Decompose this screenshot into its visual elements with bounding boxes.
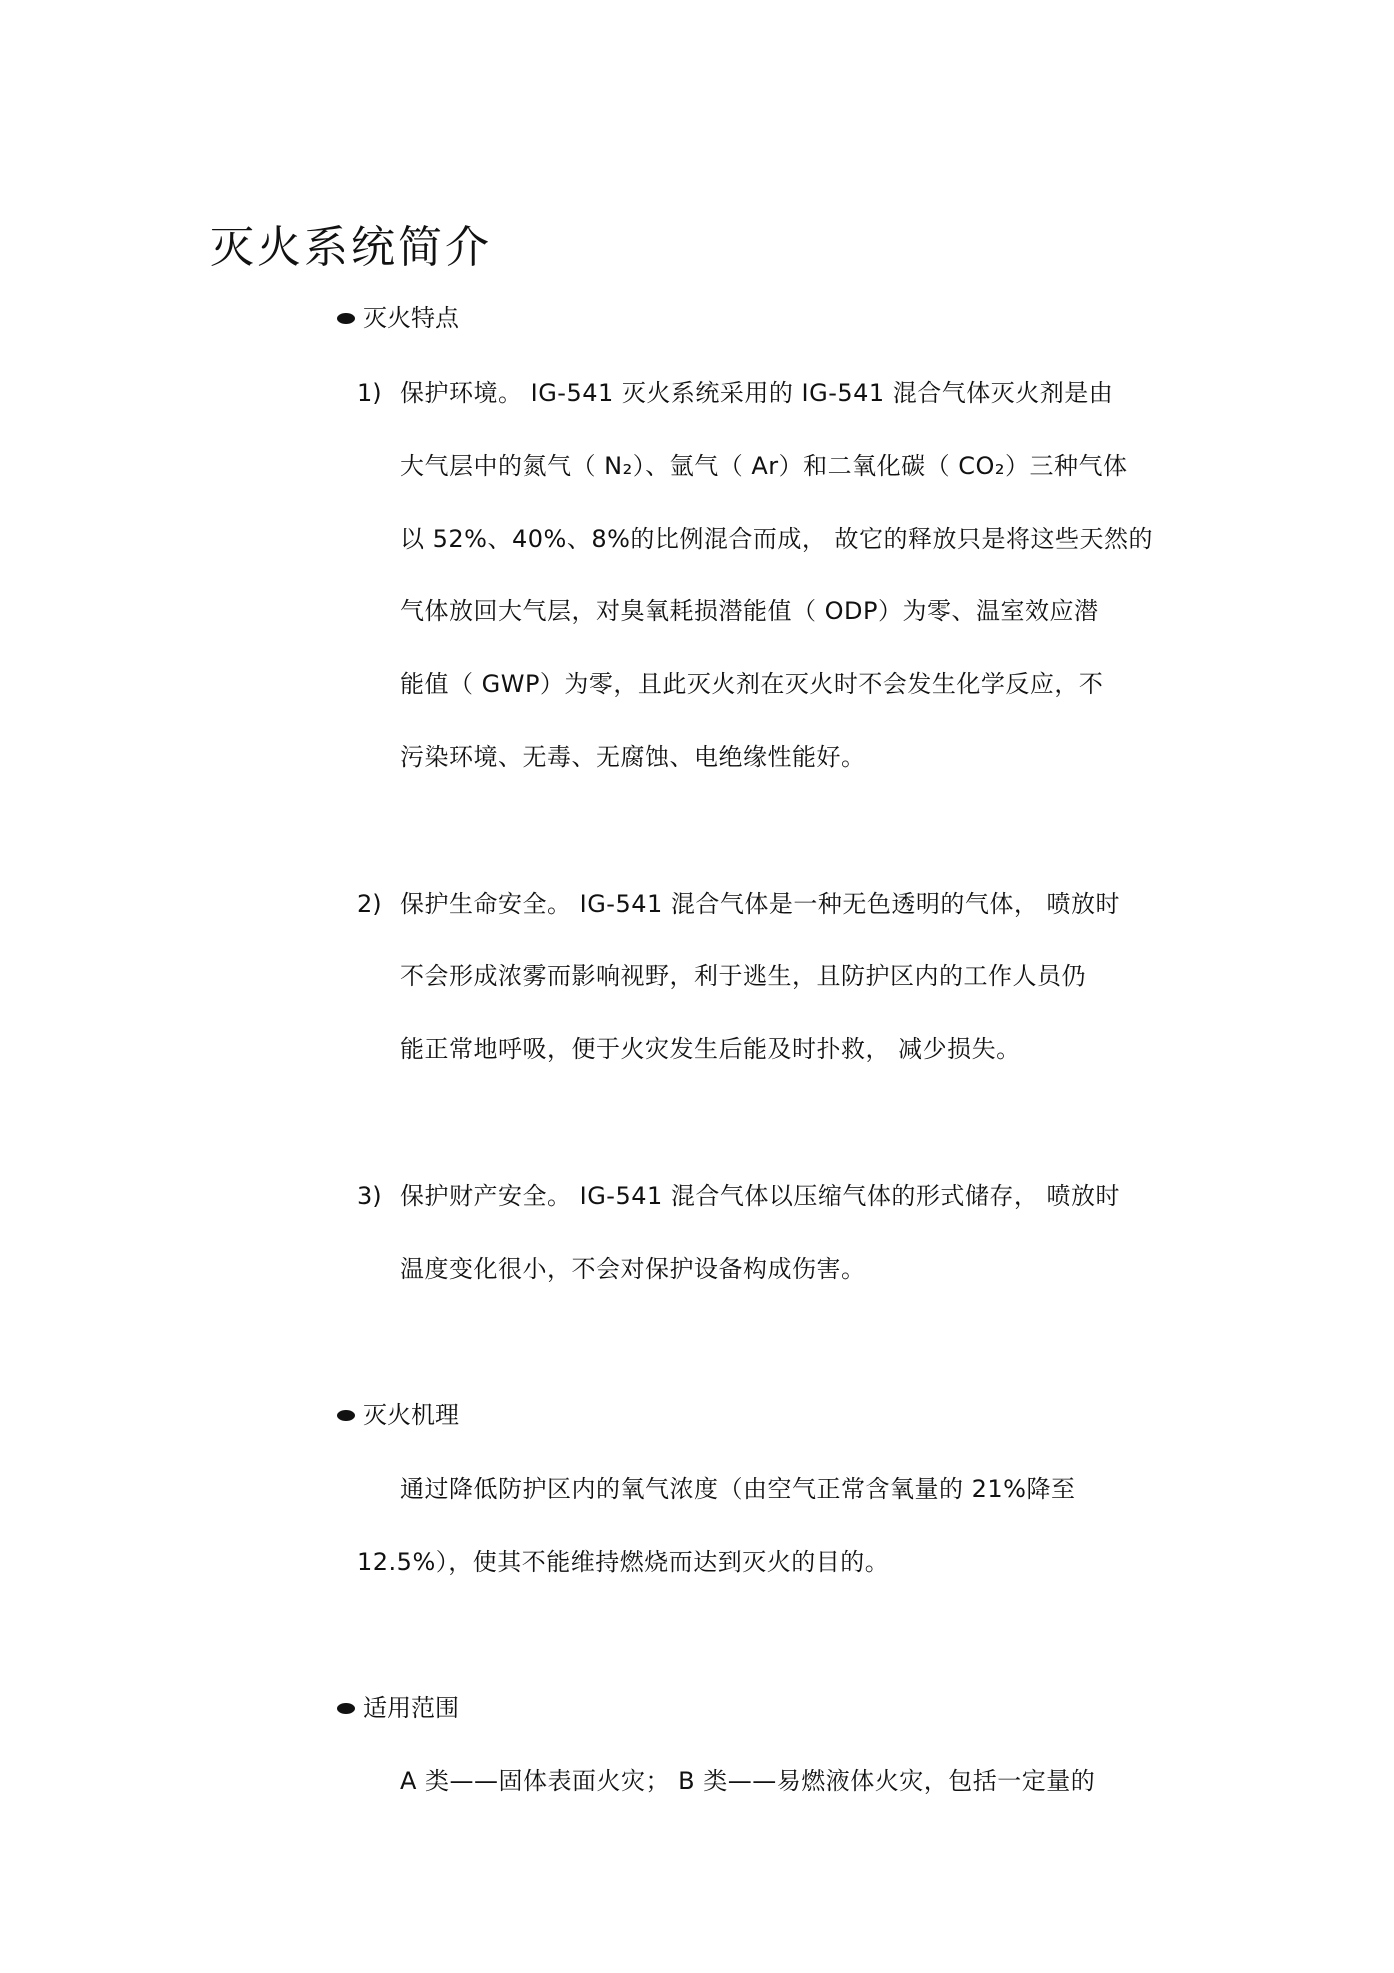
paragraph-line: 温度变化很小，不会对保护设备构成伤害。 (400, 1255, 866, 1283)
paragraph-line: 以 52%、40%、8%的比例混合而成， 故它的释放只是将这些天然的 (400, 525, 1154, 553)
paragraph-line: 通过降低防护区内的氧气浓度（由空气正常含氧量的 21%降至 (400, 1475, 1076, 1503)
paragraph-line: 12.5%），使其不能维持燃烧而达到灭火的目的。 (357, 1548, 890, 1576)
paragraph-line: 大气层中的氮气（ N₂）、氩气（ Ar）和二氧化碳（ CO₂）三种气体 (400, 452, 1128, 480)
section-heading-text: 适用范围 (363, 1694, 459, 1722)
paragraph-line: 能正常地呼吸，便于火灾发生后能及时扑救， 减少损失。 (400, 1035, 1021, 1063)
paragraph-line: 气体放回大气层，对臭氧耗损潜能值（ ODP）为零、温室效应潜 (400, 597, 1099, 625)
section-heading-features (337, 298, 459, 338)
section-heading-scope (337, 1688, 459, 1728)
bullet-icon (337, 313, 355, 324)
page-title: 灭火系统简介 (210, 222, 492, 273)
bullet-icon (337, 1410, 355, 1421)
paragraph-line: 保护环境。 IG-541 灭火系统采用的 IG-541 混合气体灭火剂是由 (400, 379, 1114, 407)
section-heading-text: 灭火特点 (363, 304, 459, 332)
paragraph-line: A 类——固体表面火灾； B 类——易燃液体火灾，包括一定量的 (400, 1767, 1096, 1795)
bullet-icon (337, 1703, 355, 1714)
list-number: 2) (357, 890, 382, 918)
paragraph-line: 污染环境、无毒、无腐蚀、电绝缘性能好。 (400, 743, 866, 771)
list-number: 3) (357, 1182, 382, 1210)
paragraph-line: 保护生命安全。 IG-541 混合气体是一种无色透明的气体， 喷放时 (400, 890, 1121, 918)
paragraph-line: 能值（ GWP）为零，且此灭火剂在灭火时不会发生化学反应，不 (400, 670, 1104, 698)
list-number: 1) (357, 379, 382, 407)
section-heading-text: 灭火机理 (363, 1401, 459, 1429)
section-heading-mechanism (337, 1395, 459, 1435)
paragraph-line: 保护财产安全。 IG-541 混合气体以压缩气体的形式储存， 喷放时 (400, 1182, 1121, 1210)
paragraph-line: 不会形成浓雾而影响视野，利于逃生，且防护区内的工作人员仍 (400, 962, 1086, 990)
